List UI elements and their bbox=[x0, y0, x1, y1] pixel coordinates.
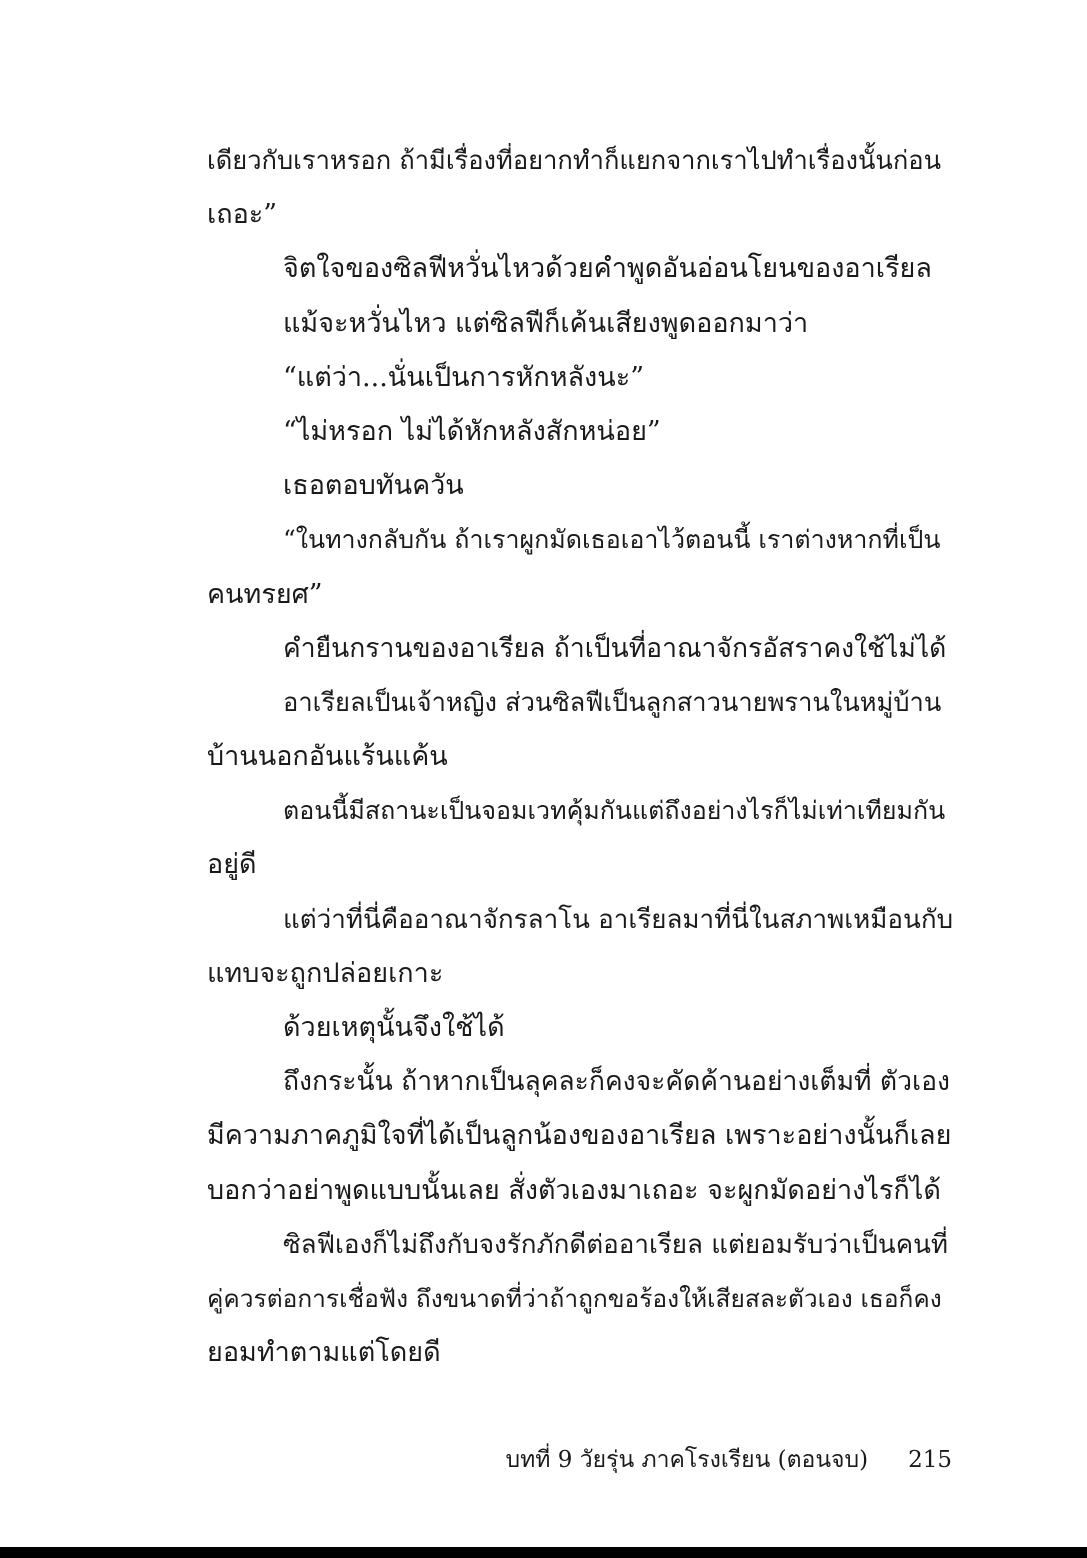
text-line: เธอตอบทันควัน bbox=[283, 470, 464, 502]
body-text bbox=[207, 134, 952, 1380]
bottom-bar bbox=[0, 1547, 1087, 1558]
text-line: ถึงกระนั้น ถ้าหากเป็นลุคละก็คงจะคัดค้านอย่างเต็มที่ ตัวเอง bbox=[283, 1066, 950, 1098]
text-line: คู่ควรต่อการเชื่อฟัง ถึงขนาดที่ว่าถ้าถูกขอร้องให้เสียสละตัวเอง เธอก็คง bbox=[207, 1283, 942, 1313]
text-line: ด้วยเหตุนั้นจึงใช้ได้ bbox=[283, 1012, 505, 1043]
text-line: อาเรียลเป็นเจ้าหญิง ส่วนซิลฟีเป็นลูกสาวนายพรานในหมู่บ้าน bbox=[283, 687, 942, 718]
chapter-title: บทที่ 9 วัยรุ่น ภาคโรงเรียน (ตอนจบ) bbox=[505, 1447, 869, 1473]
text-line: คำยืนกรานของอาเรียล ถ้าเป็นที่อาณาจักรอัสราคงใช้ไม่ได้ bbox=[283, 632, 947, 664]
text-line: ยอมทำตามแต่โดยดี bbox=[207, 1337, 441, 1369]
text-line: คนทรยศ” bbox=[207, 578, 323, 610]
text-line: เถอะ” bbox=[207, 199, 278, 231]
text-line: ซิลฟีเองก็ไม่ถึงกับจงรักภักดีต่ออาเรียล แต่ยอมรับว่าเป็นคนที่ bbox=[283, 1229, 948, 1260]
text-line: ตอนนี้มีสถานะเป็นจอมเวทคุ้มกันแต่ถึงอย่างไรก็ไม่เท่าเทียมกัน bbox=[283, 796, 946, 826]
text-line: จิตใจของซิลฟีหวั่นไหวด้วยคำพูดอันอ่อนโยนของอาเรียล bbox=[283, 253, 932, 285]
text-line: มีความภาคภูมิใจที่ได้เป็นลูกน้องของอาเรียล เพราะอย่างนั้นก็เลย bbox=[207, 1120, 952, 1152]
text-line: แต่ว่าที่นี่คืออาณาจักรลาโน อาเรียลมาที่นี่ในสภาพเหมือนกับ bbox=[283, 904, 954, 935]
text-line: บ้านนอกอันแร้นแค้น bbox=[207, 741, 448, 773]
text-line: “ไม่หรอก ไม่ได้หักหลังสักหน่อย” bbox=[283, 415, 661, 447]
text-line: บอกว่าอย่าพูดแบบนั้นเลย สั่งตัวเองมาเถอะ จะผูกมัดอย่างไรก็ได้ bbox=[207, 1174, 941, 1206]
text-line: อยู่ดี bbox=[207, 849, 257, 881]
page-footer bbox=[506, 1440, 952, 1480]
text-line: “ในทางกลับกัน ถ้าเราผูกมัดเธอเอาไว้ตอนนี้ เราต่างหากที่เป็น bbox=[283, 525, 941, 555]
text-line: เดียวกับเราหรอก ถ้ามีเรื่องที่อยากทำก็แยกจากเราไปทำเรื่องนั้นก่อน bbox=[207, 146, 942, 176]
text-line: แม้จะหวั่นไหว แต่ซิลฟีก็เค้นเสียงพูดออกมาว่า bbox=[283, 307, 809, 339]
text-line: “แต่ว่า...นั่นเป็นการหักหลังนะ” bbox=[283, 361, 644, 393]
page-number: 215 bbox=[908, 1447, 952, 1473]
text-line: แทบจะถูกปล่อยเกาะ bbox=[207, 957, 444, 989]
